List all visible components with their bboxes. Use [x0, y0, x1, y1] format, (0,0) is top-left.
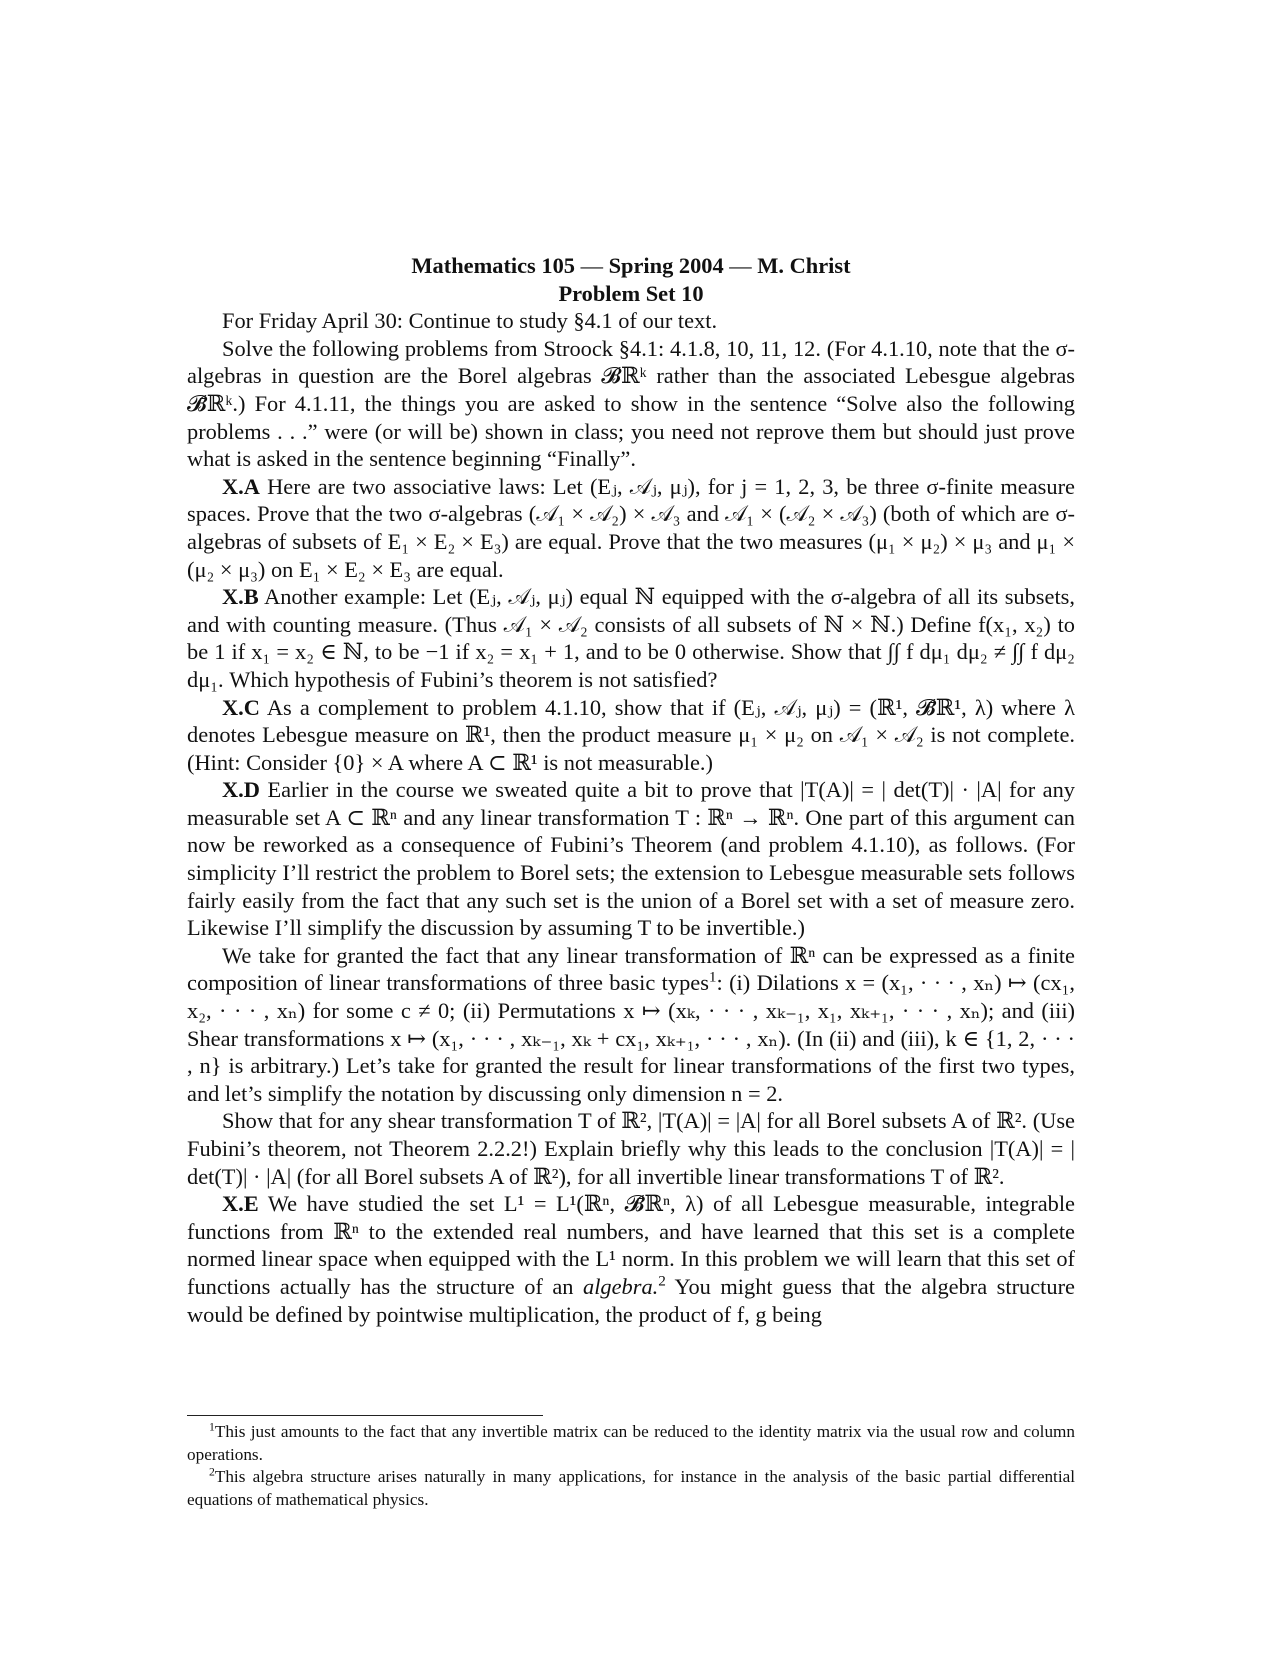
problem-text: : (i) Dilations x = (x₁, · · · , xₙ) ↦ (cx₁, x₂, · · · , xₙ) for some c ≠ 0; (ii) Permutations x ↦ (xₖ, · · · , xₖ₋₁, x₁, xₖ₊₁, · · · , xₙ); and (iii) Shear transformations x ↦ (x₁, · · · , xₖ₋₁, xₖ + cx₁, xₖ₊₁, · · · , xₙ). (In (ii) and (iii), k ∈ {1, 2, · · · , n} is arbitrary.) Let’s take for granted the result for linear transformations of the first two types, and let’s simplify the notation by discussing only dimension n = 2.	[187, 970, 1076, 1106]
document-header	[187, 252, 1075, 280]
footnote	[187, 1421, 1075, 1466]
page-title: Problem Set 10	[558, 280, 704, 306]
problem-text: Another example: Let (Eⱼ, 𝒜ⱼ, μⱼ) equal ℕ equipped with the σ-algebra of all its subsets, and with counting measure. (Thus 𝒜₁ × 𝒜₂ consists of all subsets of ℕ × ℕ.) Define f(x₁, x₂) to be 1 if x₁ = x₂ ∈ ℕ, to be −1 if x₂ = x₁ + 1, and to be 0 otherwise. Show that ∫∫ f dμ₁ dμ₂ ≠ ∫∫ f dμ₂ dμ₁. Which hypothesis of Fubini’s theorem is not satisfied?	[187, 584, 1075, 692]
problem-text: Here are two associative laws: Let (Eⱼ, 𝒜ⱼ, μⱼ), for j = 1, 2, 3, be three σ-finite measure spaces. Prove that the two σ-algebras (𝒜₁ × 𝒜₂) × 𝒜₃ and 𝒜₁ × (𝒜₂ × 𝒜₃) (both of which are σ-algebras of subsets of E₁ × E₂ × E₃) are equal. Prove that the two measures (μ₁ × μ₂) × μ₃ and μ₁ × (μ₂ × μ₃) on E₁ × E₂ × E₃ are equal.	[187, 473, 1075, 582]
problem-label: X.D	[222, 777, 260, 803]
footnote-ref[interactable]: 2	[658, 1272, 666, 1290]
footnote-text: This algebra structure arises naturally in many applications, for instance in the analysis of the basic partial differential equations of mathematical physics.	[187, 1467, 1075, 1509]
problem-label: X.A	[222, 473, 260, 499]
problem-text: Earlier in the course we sweated quite a bit to prove that |T(A)| = | det(T)| · |A| for any measurable set A ⊂ ℝⁿ and any linear transformation T : ℝⁿ → ℝⁿ. One part of this argument can now be reworked as a consequence of Fubini’s Theorem (and problem 4.1.10), as follows. (For simplicity I’ll restrict the problem to Borel sets; the extension to Lebesgue measurable sets follows fairly easily from the fact that any such set is the union of a Borel set with a set of measure zero. Likewise I’ll simplify the discussion by assuming T to be invertible.)	[187, 777, 1075, 941]
problem-text: As a complement to problem 4.1.10, show that if (Eⱼ, 𝒜ⱼ, μⱼ) = (ℝ¹, 𝓑̄ℝ¹, λ) where λ denotes Lebesgue measure on ℝ¹, then the product measure μ₁ × μ₂ on 𝒜₁ × 𝒜₂ is not complete. (Hint: Consider {0} × A where A ⊂ ℝ¹ is not measurable.)	[187, 694, 1075, 775]
problem-label: X.E	[222, 1191, 259, 1217]
document-body	[187, 252, 1075, 1328]
footnote-ref[interactable]: 1	[708, 969, 717, 987]
problem-text: We have studied the set L¹ = L¹(ℝⁿ, 𝓑̄ℝⁿ, λ) of all Lebesgue measurable, integrable functions from ℝⁿ to the extended real numbers, and have learned that this set is a complete normed linear space when equipped with the L¹ norm. In this problem we will learn that this set of functions actually has the structure of an	[187, 1191, 1075, 1299]
problem-x-d-continued	[187, 942, 1075, 1108]
footnote	[187, 1466, 1075, 1511]
intro-paragraph: Solve the following problems from Stroock §4.1: 4.1.8, 10, 11, 12. (For 4.1.10, note that the σ-algebras in question are the Borel algebras 𝓑ℝᵏ rather than the associated Lebesgue algebras 𝓑̄ℝᵏ.) For 4.1.11, the things you are asked to show in the sentence “Solve also the following problems . . .” were (or will be) shown in class; you need not reprove them but should just prove what is asked in the sentence beginning “Finally”.	[187, 335, 1075, 472]
problem-x-e	[187, 1190, 1075, 1328]
problem-label: X.B	[222, 584, 259, 610]
problem-x-a	[187, 473, 1075, 583]
problem-x-c	[187, 694, 1075, 777]
intro-paragraph: For Friday April 30: Continue to study §4.1 of our text.	[222, 308, 718, 334]
problem-text: You might guess that the algebra structure would be defined by pointwise multiplication, the product of f, g being	[187, 1273, 1075, 1327]
footnote-text: This just amounts to the fact that any invertible matrix can be reduced to the identity matrix via the usual row and column operations.	[187, 1422, 1075, 1464]
problem-x-b	[187, 583, 1075, 693]
footnote-mark: 2	[209, 1465, 215, 1479]
header-separator: —	[580, 253, 603, 278]
problem-text: We take for granted the fact that any linear transformation of ℝⁿ can be expressed as a finite composition of linear transformations of three basic types	[187, 942, 1075, 996]
footnote-divider	[187, 1415, 543, 1416]
problem-label: X.C	[222, 694, 260, 720]
footnotes	[187, 1421, 1075, 1511]
problem-x-d	[187, 776, 1075, 942]
course-name: Mathematics 105	[411, 253, 575, 278]
footnote-mark: 1	[209, 1420, 215, 1434]
emphasis: algebra.	[583, 1273, 659, 1299]
term: Spring 2004	[608, 253, 724, 278]
problem-x-d-task: Show that for any shear transformation T of ℝ², |T(A)| = |A| for all Borel subsets A of ℝ². (Use Fubini’s theorem, not Theorem 2.2.2!) Explain briefly why this leads to the conclusion |T(A)| = | det(T)| · |A| (for all Borel subsets A of ℝ²), for all invertible linear transformations T of ℝ².	[187, 1108, 1075, 1189]
header-separator: —	[729, 253, 752, 278]
instructor: M. Christ	[757, 253, 851, 278]
